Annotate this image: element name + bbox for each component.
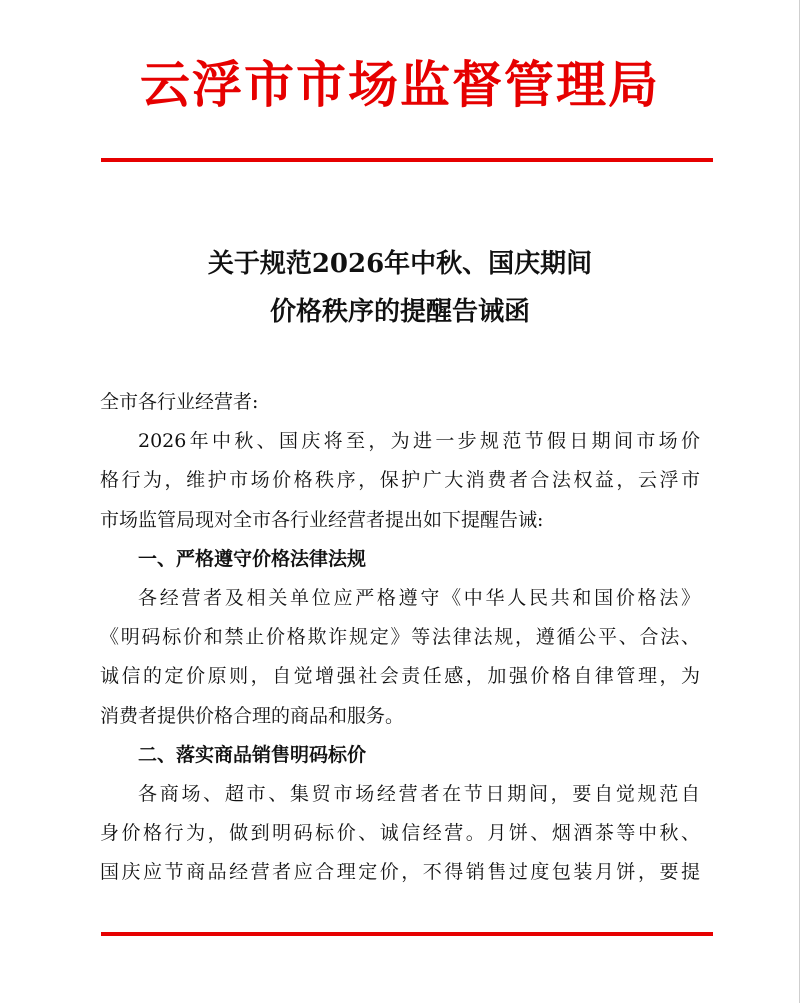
masthead-red-divider <box>101 158 713 162</box>
paragraph-3-line-3: 国庆应节商品经营者应合理定价，不得销售过度包装月饼，要提 <box>100 861 700 884</box>
paragraph-2-line-1: 各经营者及相关单位应严格遵守《中华人民共和国价格法》 <box>138 586 700 609</box>
paragraph-1-line-3: 市场监管局现对全市各行业经营者提出如下提醒告诫: <box>100 508 544 531</box>
paragraph-3-line-2: 身价格行为，做到明码标价、诚信经营。月饼、烟酒茶等中秋、 <box>100 822 700 845</box>
paragraph-1-line-2: 格行为，维护市场价格秩序，保护广大消费者合法权益，云浮市 <box>100 469 700 492</box>
section-heading-2: 二、落实商品销售明码标价 <box>138 743 367 766</box>
paragraph-2-line-3: 诚信的定价原则，自觉增强社会责任感，加强价格自律管理，为 <box>100 665 700 688</box>
document-title-line-1: 关于规范2026年中秋、国庆期间 <box>207 249 593 279</box>
masthead-title: 云浮市市场监督管理局 <box>140 55 660 114</box>
paragraph-1-line-1: 2026年中秋、国庆将至，为进一步规范节假日期间市场价 <box>138 430 700 453</box>
salutation: 全市各行业经营者: <box>100 391 259 413</box>
footer-red-divider <box>101 932 713 936</box>
document-body <box>100 383 700 892</box>
paragraph-2-line-2: 《明码标价和禁止价格欺诈规定》等法律法规，遵循公平、合法、 <box>100 626 700 649</box>
document-title-line-2: 价格秩序的提醒告诫函 <box>269 297 530 327</box>
section-heading-1: 一、严格遵守价格法律法规 <box>138 547 367 570</box>
paragraph-2-line-4: 消费者提供价格合理的商品和服务。 <box>100 704 405 727</box>
paragraph-3-line-1: 各商场、超市、集贸市场经营者在节日期间，要自觉规范自 <box>138 782 700 805</box>
document-title <box>0 240 800 336</box>
